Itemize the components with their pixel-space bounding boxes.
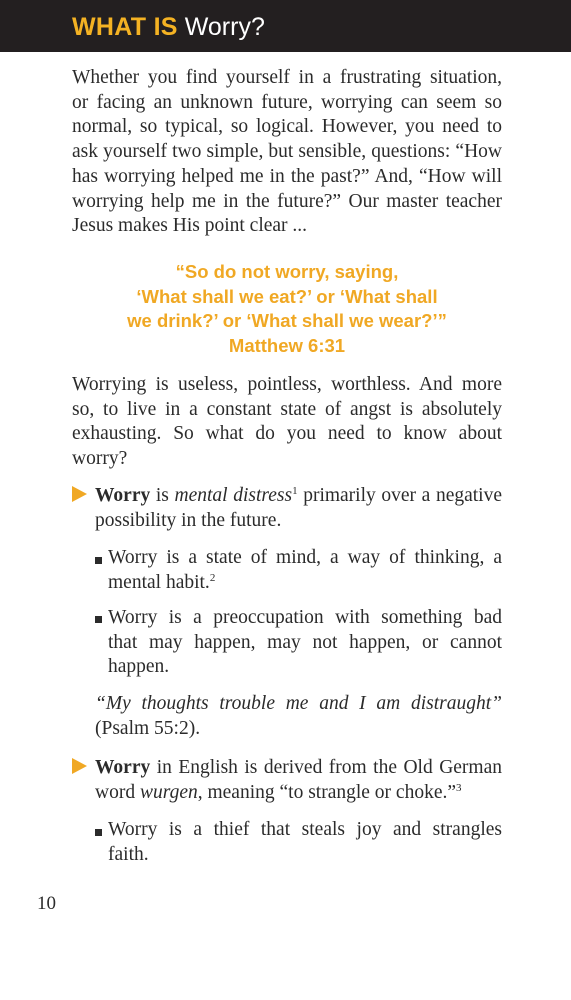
intro-line: Jesus makes His point clear ... xyxy=(72,215,308,237)
sub-line: Worry is a preoccupation with something bad xyxy=(108,607,502,628)
intro-line: worrying help me in the future?” Our master teacher xyxy=(72,190,502,212)
quote-line: “So do not worry, saying, xyxy=(175,261,399,282)
quote-line: ‘What shall we eat?’ or ‘What shall xyxy=(136,285,438,307)
square-bullet-icon xyxy=(95,829,102,836)
para-line: exhausting. So what do you need to know about xyxy=(72,423,502,445)
point-2-line-1: Worry in English is derived from the Old German xyxy=(95,757,502,778)
point-2-italic: wurgen xyxy=(139,781,198,803)
point-1-sub-1 xyxy=(108,546,502,595)
point-1-sub-2 xyxy=(108,606,502,680)
scripture-quote xyxy=(72,260,502,358)
footnote-marker: 3 xyxy=(456,781,462,794)
verse-line: “My thoughts trouble me and I am distraught” xyxy=(95,693,502,714)
point-1-italic: mental distress xyxy=(174,485,293,506)
point-1 xyxy=(95,484,502,533)
sub-line: happen. xyxy=(108,656,170,678)
sub-line: Worry is a thief that steals joy and strangles xyxy=(108,819,502,840)
point-2 xyxy=(95,756,502,805)
point-1-line-1: Worry is mental distress$^1$ primarily over a negative xyxy=(95,485,502,506)
point-2-line-2: word wurgen, meaning “to strangle or choke.”$^3$ xyxy=(95,781,462,803)
point-2-sub-1 xyxy=(108,818,502,867)
point-1-verse xyxy=(95,692,502,741)
para-line: Worrying is useless, pointless, worthless. And more xyxy=(72,374,502,395)
point-1-line-2: possibility in the future. xyxy=(95,509,282,531)
chapter-header-bar xyxy=(0,0,571,52)
point-arrow-icon xyxy=(72,486,87,502)
sub-line: faith. xyxy=(108,843,149,865)
second-paragraph xyxy=(72,373,502,472)
quote-line: we drink?’ or ‘What shall we wear?’” xyxy=(127,310,447,331)
point-2-term: Worry xyxy=(95,757,151,778)
page-number: 10 xyxy=(37,893,56,914)
chapter-title-rest: Worry? xyxy=(184,13,265,41)
intro-line: normal, so typical, so logical. However, you need to xyxy=(72,116,502,138)
intro-line: ask yourself two simple, but sensible, questions: “How xyxy=(72,141,502,163)
sub-line: mental habit.$^2$ xyxy=(108,571,216,593)
footnote-marker: 1 xyxy=(292,485,298,497)
intro-line: has worrying helped me in the past?” And, “How will xyxy=(72,165,502,187)
intro-paragraph xyxy=(72,66,502,239)
chapter-title xyxy=(72,12,265,42)
square-bullet-icon xyxy=(95,557,102,564)
verse-line: (Psalm 55:2). xyxy=(95,717,201,739)
footnote-marker: 2 xyxy=(209,571,216,584)
quote-reference: Matthew 6:31 xyxy=(228,334,346,356)
sub-line: Worry is a state of mind, a way of thinking, a xyxy=(108,547,502,568)
chapter-title-bold: WHAT IS xyxy=(72,13,178,41)
point-arrow-icon xyxy=(72,758,87,774)
intro-line: or facing an unknown future, worrying can seem so xyxy=(72,91,502,113)
point-1-term: Worry xyxy=(95,485,151,506)
square-bullet-icon xyxy=(95,616,102,623)
para-line: so, to live in a constant state of angst is absolutely xyxy=(72,398,502,420)
intro-line: Whether you find yourself in a frustrating situation, xyxy=(72,67,502,88)
para-line: worry? xyxy=(72,448,128,470)
sub-line: that may happen, may not happen, or cannot xyxy=(108,631,502,653)
